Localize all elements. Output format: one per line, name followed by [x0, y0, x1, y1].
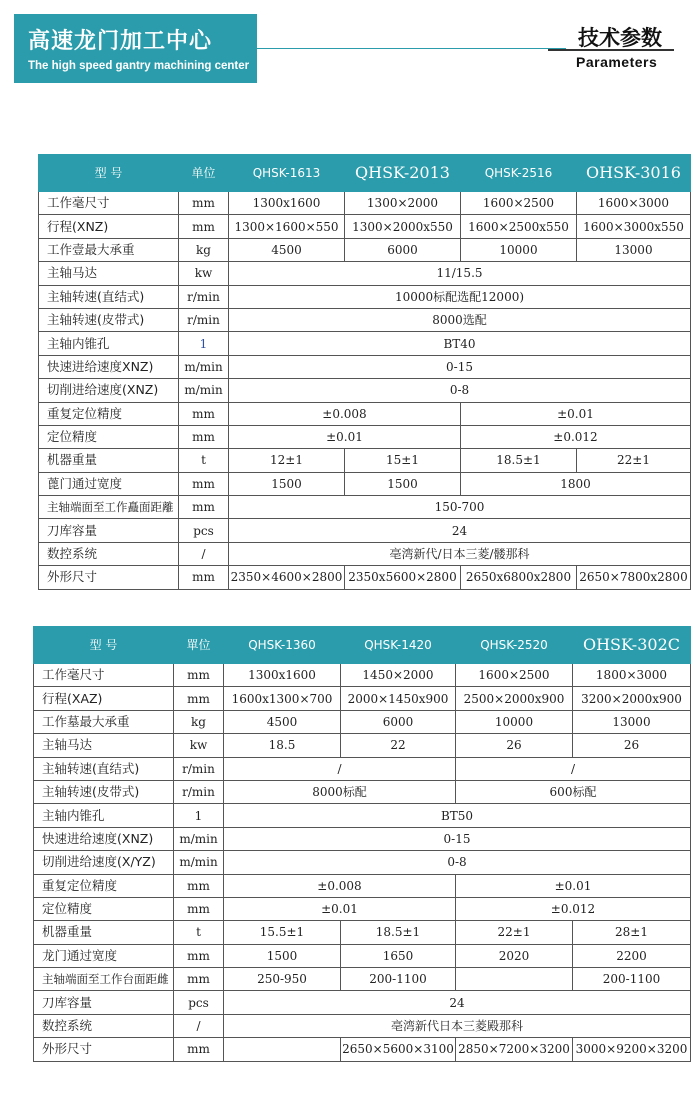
row-unit: mm	[179, 192, 229, 215]
cell: ±0.01	[224, 897, 456, 920]
table-row	[39, 496, 691, 519]
row-label: 工作壹最大承重	[39, 238, 179, 261]
table-row	[34, 1014, 691, 1037]
row-unit: mm	[179, 496, 229, 519]
table-row	[34, 687, 691, 710]
cell: 24	[229, 519, 691, 542]
cell: 亳湾新代日本三菱殿那科	[224, 1014, 691, 1037]
row-label: 主轴马达	[39, 262, 179, 285]
row-label: 主轴转速(皮带式)	[34, 780, 174, 803]
cell: 1600×2500	[461, 192, 577, 215]
cell: 200-1100	[573, 968, 691, 991]
cell: 11/15.5	[229, 262, 691, 285]
cell: 1300x1600	[224, 664, 341, 687]
cell: 28±1	[573, 921, 691, 944]
row-unit: t	[179, 449, 229, 472]
cell: 1800×3000	[573, 664, 691, 687]
title-en: The high speed gantry machining center	[28, 60, 250, 72]
row-label: 主轴转速(直结式)	[39, 285, 179, 308]
table-row	[34, 734, 691, 757]
cell: ±0.01	[461, 402, 691, 425]
cell: 1500	[345, 472, 461, 495]
row-label: 快速进给速度(XNZ)	[34, 827, 174, 850]
table-row	[39, 519, 691, 542]
cell: 1800	[461, 472, 691, 495]
table-row	[39, 566, 691, 589]
cell: 1650	[341, 944, 456, 967]
header-unit: 單位	[174, 627, 224, 664]
table-row	[39, 402, 691, 425]
cell: 2650×5600×3100	[341, 1038, 456, 1061]
row-label: 行程(XNZ)	[39, 215, 179, 238]
table-row	[39, 472, 691, 495]
row-unit: kg	[174, 710, 224, 733]
row-unit: pcs	[179, 519, 229, 542]
header-model-3: QHSK-2520	[456, 627, 573, 664]
row-unit: mm	[174, 687, 224, 710]
row-unit: /	[179, 542, 229, 565]
cell: 0-8	[229, 379, 691, 402]
header-divider	[257, 48, 566, 49]
row-unit: mm	[174, 897, 224, 920]
header-model-4: OHSK-302C	[573, 627, 691, 664]
cell: 13000	[577, 238, 691, 261]
table-row	[34, 757, 691, 780]
row-label: 主轴转速(皮带式)	[39, 308, 179, 331]
row-unit: kg	[179, 238, 229, 261]
row-label: 切削进给速度(XNZ)	[39, 379, 179, 402]
row-label: 重复定位精度	[34, 874, 174, 897]
row-unit: m/min	[179, 379, 229, 402]
table-row	[39, 308, 691, 331]
cell: 1300×1600×550	[229, 215, 345, 238]
row-label: 刀库容量	[34, 991, 174, 1014]
row-unit: mm	[174, 874, 224, 897]
table-row	[34, 664, 691, 687]
row-label: 主轴端面至工作矗面距離	[39, 496, 179, 519]
cell: 1600×2500	[456, 664, 573, 687]
cell: 22±1	[456, 921, 573, 944]
cell: 2500×2000x900	[456, 687, 573, 710]
row-unit: 1	[174, 804, 224, 827]
row-label: 数控系统	[39, 542, 179, 565]
cell: 2350x5600×2800	[345, 566, 461, 589]
table-row	[34, 897, 691, 920]
cell: 18.5±1	[341, 921, 456, 944]
cell: 3200×2000x900	[573, 687, 691, 710]
cell	[224, 1038, 341, 1061]
row-unit: mm	[174, 944, 224, 967]
row-unit: mm	[179, 215, 229, 238]
table-row	[39, 192, 691, 215]
row-unit: mm	[174, 1038, 224, 1061]
cell: 12±1	[229, 449, 345, 472]
table-row	[34, 874, 691, 897]
row-label: 外形尺寸	[39, 566, 179, 589]
spec-table-2	[33, 626, 691, 1062]
table-row	[39, 262, 691, 285]
table-row	[39, 379, 691, 402]
row-label: 数控系统	[34, 1014, 174, 1037]
cell: 22	[341, 734, 456, 757]
cell: /	[456, 757, 691, 780]
cell: 10000	[456, 710, 573, 733]
header-model-4: OHSK-3016	[577, 155, 691, 192]
row-label: 蓖门通过宽度	[39, 472, 179, 495]
row-label: 主轴内锥孔	[34, 804, 174, 827]
cell: 6000	[345, 238, 461, 261]
cell: 24	[224, 991, 691, 1014]
row-label: 主轴内锥孔	[39, 332, 179, 355]
cell: 2020	[456, 944, 573, 967]
title-cn: 高速龙门加工中心	[28, 29, 213, 54]
cell: 10000标配选配12000)	[229, 285, 691, 308]
row-unit: m/min	[174, 851, 224, 874]
cell: 4500	[224, 710, 341, 733]
table-row	[34, 944, 691, 967]
row-unit: mm	[179, 402, 229, 425]
cell: 600标配	[456, 780, 691, 803]
table-row	[34, 968, 691, 991]
row-unit: /	[174, 1014, 224, 1037]
header-model-1: QHSK-1360	[224, 627, 341, 664]
cell: 3000×9200×3200	[573, 1038, 691, 1061]
cell: 15.5±1	[224, 921, 341, 944]
row-label: 龙门通过宽度	[34, 944, 174, 967]
table-row	[34, 921, 691, 944]
row-label: 行程(XAZ)	[34, 687, 174, 710]
row-label: 刀库容量	[39, 519, 179, 542]
cell: /	[224, 757, 456, 780]
row-unit: m/min	[179, 355, 229, 378]
cell: 1600×2500x550	[461, 215, 577, 238]
row-unit: r/min	[179, 285, 229, 308]
cell: 8000标配	[224, 780, 456, 803]
row-label: 主轴转速(直结式)	[34, 757, 174, 780]
cell: 1450×2000	[341, 664, 456, 687]
cell: 1300×2000	[345, 192, 461, 215]
cell: 4500	[229, 238, 345, 261]
cell: ±0.012	[461, 425, 691, 448]
row-label: 重复定位精度	[39, 402, 179, 425]
cell: 1500	[224, 944, 341, 967]
cell: BT50	[224, 804, 691, 827]
row-unit: mm	[174, 968, 224, 991]
table-row	[39, 355, 691, 378]
table-row	[34, 1038, 691, 1061]
cell: 0-8	[224, 851, 691, 874]
row-unit: kw	[179, 262, 229, 285]
header-model-3: QHSK-2516	[461, 155, 577, 192]
row-label: 工作毫尺寸	[34, 664, 174, 687]
cell: 2850×7200×3200	[456, 1038, 573, 1061]
cell: 15±1	[345, 449, 461, 472]
cell: 26	[573, 734, 691, 757]
cell: 13000	[573, 710, 691, 733]
cell: 250-950	[224, 968, 341, 991]
row-label: 定位精度	[34, 897, 174, 920]
cell: 1500	[229, 472, 345, 495]
header-model-2: QHSK-2013	[345, 155, 461, 192]
cell	[456, 968, 573, 991]
cell: 2200	[573, 944, 691, 967]
cell: 22±1	[577, 449, 691, 472]
params-title-en: Parameters	[576, 54, 658, 70]
row-unit: mm	[179, 566, 229, 589]
table-row	[34, 710, 691, 733]
table-row	[39, 332, 691, 355]
row-label: 外形尺寸	[34, 1038, 174, 1061]
row-label: 工作墓最大承重	[34, 710, 174, 733]
cell: 8000选配	[229, 308, 691, 331]
table-row	[39, 285, 691, 308]
cell: 1600x1300×700	[224, 687, 341, 710]
table-row	[34, 804, 691, 827]
header-model-1: QHSK-1613	[229, 155, 345, 192]
header-model: 型 号	[34, 627, 174, 664]
row-unit: 1	[179, 332, 229, 355]
cell: 0-15	[224, 827, 691, 850]
table-row	[39, 449, 691, 472]
row-unit: r/min	[179, 308, 229, 331]
cell: ±0.01	[229, 425, 461, 448]
title-banner	[14, 14, 257, 83]
table-row	[34, 991, 691, 1014]
row-label: 机器重量	[34, 921, 174, 944]
cell: 1300x1600	[229, 192, 345, 215]
row-label: 切削进给速度(X/YZ)	[34, 851, 174, 874]
row-label: 工作毫尺寸	[39, 192, 179, 215]
cell: 18.5	[224, 734, 341, 757]
table-row	[34, 780, 691, 803]
cell: ±0.01	[456, 874, 691, 897]
cell: ±0.008	[229, 402, 461, 425]
row-unit: pcs	[174, 991, 224, 1014]
row-label: 主轴马达	[34, 734, 174, 757]
cell: 1300×2000x550	[345, 215, 461, 238]
table-row	[39, 215, 691, 238]
params-title-cn: 技术参数	[578, 26, 662, 50]
cell: 26	[456, 734, 573, 757]
cell: 1600×3000x550	[577, 215, 691, 238]
table-header-row	[39, 155, 691, 192]
row-unit: mm	[179, 472, 229, 495]
row-unit: kw	[174, 734, 224, 757]
table-row	[39, 238, 691, 261]
row-unit: r/min	[174, 757, 224, 780]
cell: ±0.008	[224, 874, 456, 897]
cell: 2650x6800x2800	[461, 566, 577, 589]
cell: 18.5±1	[461, 449, 577, 472]
header-model-2: QHSK-1420	[341, 627, 456, 664]
row-label: 定位精度	[39, 425, 179, 448]
row-label: 主轴端面至工作台面距雌	[34, 968, 174, 991]
cell: 150-700	[229, 496, 691, 519]
cell: 6000	[341, 710, 456, 733]
row-unit: r/min	[174, 780, 224, 803]
cell: 2000×1450x900	[341, 687, 456, 710]
cell: BT40	[229, 332, 691, 355]
cell: ±0.012	[456, 897, 691, 920]
row-unit: m/min	[174, 827, 224, 850]
cell: 10000	[461, 238, 577, 261]
header-model: 型 号	[39, 155, 179, 192]
table-header-row	[34, 627, 691, 664]
cell: 2650×7800x2800	[577, 566, 691, 589]
table-row	[34, 851, 691, 874]
row-unit: mm	[174, 664, 224, 687]
cell: 1600×3000	[577, 192, 691, 215]
row-unit: mm	[179, 425, 229, 448]
table-row	[39, 542, 691, 565]
cell: 0-15	[229, 355, 691, 378]
cell: 2350×4600×2800	[229, 566, 345, 589]
spec-table-1	[38, 154, 691, 590]
row-unit: t	[174, 921, 224, 944]
row-label: 机器重量	[39, 449, 179, 472]
row-label: 快速进给速度XNZ)	[39, 355, 179, 378]
cell: 亳湾新代/日本三菱/髅那科	[229, 542, 691, 565]
cell: 200-1100	[341, 968, 456, 991]
header-unit: 单位	[179, 155, 229, 192]
table-row	[34, 827, 691, 850]
table-row	[39, 425, 691, 448]
